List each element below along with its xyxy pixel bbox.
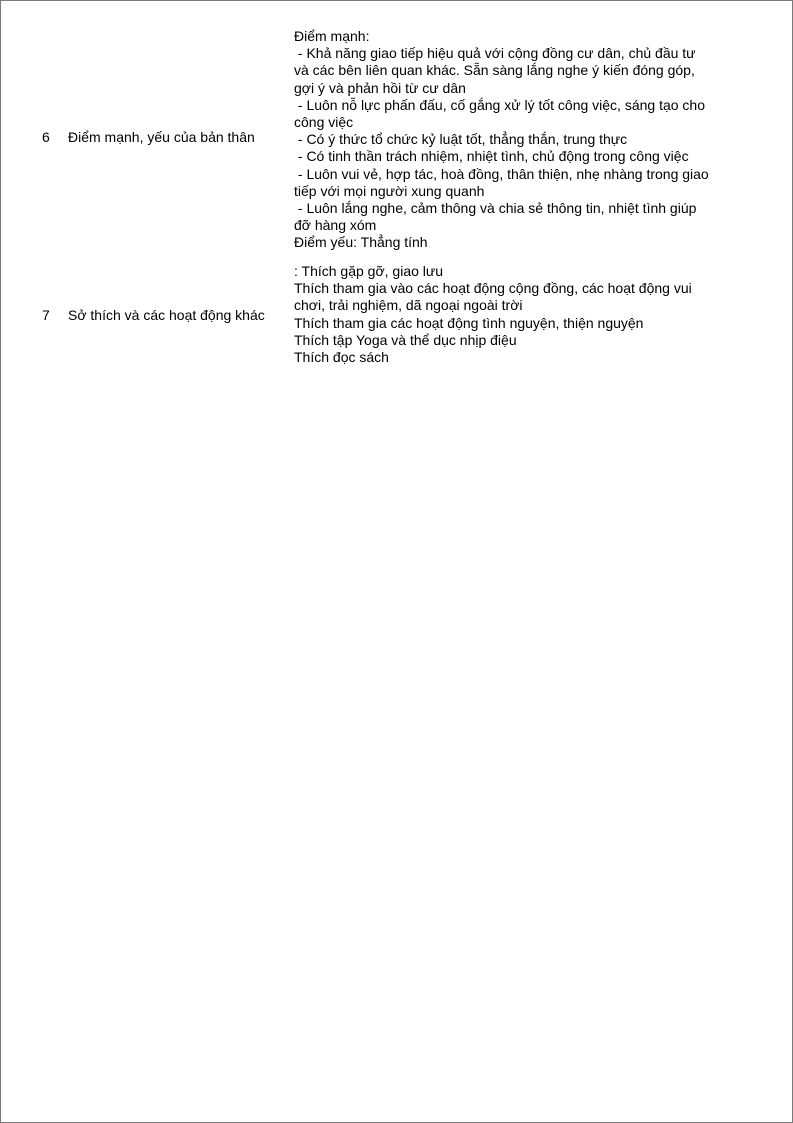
row-label: Điểm mạnh, yếu của bản thân [68, 129, 255, 145]
content-line: Thích tập Yoga và thể dục nhịp điệu [294, 331, 517, 348]
content-line: và các bên liên quan khác. Sẵn sàng lắng nghe ý kiến đóng góp, [294, 62, 695, 79]
content-line: chơi, trải nghiệm, dã ngoại ngoài trời [294, 297, 523, 314]
content-line: - Có ý thức tổ chức kỷ luật tốt, thẳng thắn, trung thực [294, 131, 628, 148]
content-line: - Luôn lắng nghe, cảm thông và chia sẻ thông tin, nhiệt tình giúp [294, 200, 697, 217]
row-content [294, 263, 724, 366]
content-line: Thích đọc sách [294, 349, 389, 366]
table-row [1, 28, 793, 250]
content-line: Thích tham gia vào các hoạt động cộng đồng, các hoạt động vui [294, 280, 692, 297]
content-line: : Thích gặp gỡ, giao lưu [294, 263, 444, 279]
content-line: - Luôn vui vẻ, hợp tác, hoà đồng, thân thiện, nhẹ nhàng trong giao [294, 165, 709, 182]
content-line: Thích tham gia các hoạt động tình nguyện, thiện nguyện [294, 314, 644, 331]
content-line: - Luôn nỗ lực phấn đấu, cố gắng xử lý tốt công việc, sáng tạo cho [294, 96, 706, 113]
row-label: Sở thích và các hoạt động khác [68, 307, 265, 323]
row-number: 6 [42, 129, 50, 145]
content-line: - Có tinh thần trách nhiệm, nhiệt tình, chủ động trong công việc [294, 148, 689, 165]
content-line: đỡ hàng xóm [294, 217, 377, 234]
content-line: Điểm mạnh: [294, 28, 370, 44]
content-line: - Khả năng giao tiếp hiệu quả với cộng đồng cư dân, chủ đầu tư [294, 45, 696, 62]
table-row [1, 263, 793, 367]
row-number: 7 [42, 307, 50, 323]
content-line: Điểm yếu: Thẳng tính [294, 234, 428, 251]
content-line: tiếp với mọi người xung quanh [294, 182, 485, 199]
row-content [294, 28, 724, 252]
content-line: công việc [294, 114, 354, 131]
content-line: gợi ý và phản hồi từ cư dân [294, 79, 466, 96]
